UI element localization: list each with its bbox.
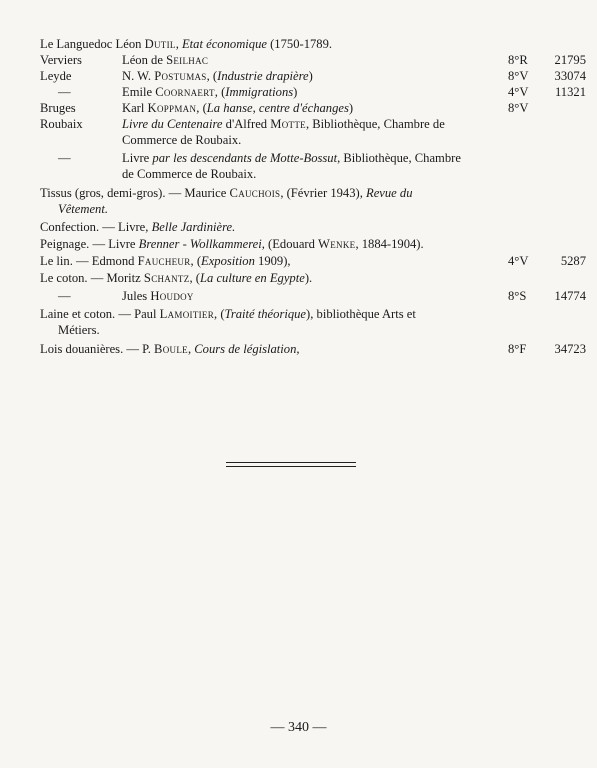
entry-author-first: N. W. — [122, 69, 152, 83]
entry-date: 1909), — [254, 254, 291, 268]
entry-date: (1750-1789. — [266, 37, 333, 51]
entry-bruges: Bruges Karl Koppman, (La hanse, centre d'échanges) 8°V — [40, 100, 546, 116]
entry-roubaix — [40, 116, 546, 132]
entry-shelfmark-number: 5287 — [560, 254, 586, 268]
entry-text: (Edouard — [264, 237, 319, 251]
entry-title: Brenner - Wollkammerei, — [138, 237, 265, 251]
entry-text: , Bibliothèque, Chambre — [337, 151, 461, 165]
entry-author-name: Wenke — [318, 237, 356, 251]
entry-place: Roubaix — [40, 117, 83, 131]
entry-shelfmark-number: 14774 — [554, 289, 586, 303]
entry-author-name: Koppman — [147, 101, 197, 115]
entry-text: Livre — [122, 151, 153, 165]
entry-shelfmark-format: 8°F — [508, 342, 527, 356]
entry-text: d'Alfred — [222, 117, 271, 131]
entry-roubaix-continued: Commerce de Roubaix. — [122, 133, 242, 147]
entry-subject: Laine et coton. — Paul — [40, 307, 157, 321]
entry-title: par les descendants de Motte-Bossut — [152, 151, 338, 165]
entry-title: Etat économique — [181, 37, 267, 51]
entry-lin: Le lin. — Edmond Faucheur, (Exposition 1909), 4°V 5287 — [40, 254, 586, 268]
entry-title: Cours de législation, — [194, 342, 300, 356]
entry-title: Immigrations — [225, 85, 294, 99]
entry-verviers — [40, 52, 586, 68]
entry-motte-bossut — [40, 150, 546, 166]
entry-author-name: Cauchois — [229, 186, 281, 200]
entry-place: Leyde — [40, 69, 72, 83]
entry-subject: Lois douanières. — P. — [40, 342, 151, 356]
entry-place: Bruges — [40, 101, 76, 115]
entry-text: , 1884-1904). — [355, 237, 424, 251]
separator-rule-bottom — [226, 466, 356, 467]
entry-leyde: Leyde N. W. Postumas, (Industrie drapière) 8°V 33074 — [40, 69, 586, 83]
entry-shelfmark-number: 21795 — [554, 53, 586, 67]
entry-title: Traité théorique — [224, 307, 307, 321]
entry-shelfmark-number: 34723 — [554, 342, 586, 356]
entry-laine-coton-continued: Métiers. — [58, 323, 100, 337]
entry-shelfmark-number: 11321 — [554, 85, 586, 99]
entry-separator: , — [187, 342, 195, 356]
entry-title: Livre du Centenaire — [122, 117, 223, 131]
entry-laine-coton: Laine et coton. — Paul Lamoitier, (Traité théorique), bibliothèque Arts et — [40, 307, 416, 321]
entry-punctuation: . — [309, 271, 313, 285]
entry-place: Verviers — [40, 53, 82, 67]
entry-author-name: Coornaert — [155, 85, 215, 99]
entry-languedoc — [40, 36, 546, 52]
entry-text: , Bibliothèque, Chambre de — [305, 117, 445, 131]
entry-title: Revue du — [366, 186, 413, 200]
entry-peignage — [40, 236, 546, 252]
entry-shelfmark-format: 8°R — [508, 53, 528, 67]
entry-ditto-dash: — — [58, 151, 71, 165]
entry-author-name: Lamoitier — [159, 307, 215, 321]
entry-tissus-continued: Vêtement. — [58, 202, 108, 216]
entry-shelfmark-format: 8°V — [508, 69, 529, 83]
entry-text: , bibliothèque Arts et — [310, 307, 416, 321]
entry-separator: , — [175, 37, 182, 51]
entry-author-first: Jules — [122, 289, 148, 303]
entry-subject: Tissus (gros, demi-gros). — Maurice — [40, 186, 227, 200]
entry-coton: Le coton. — Moritz Schantz, (La culture en Egypte). — [40, 271, 313, 285]
entry-title: Industrie drapière — [217, 69, 309, 83]
entry-shelfmark-number: 33074 — [554, 69, 586, 83]
entry-subject: Le coton. — Moritz — [40, 271, 141, 285]
entry-shelfmark-format: 8°V — [508, 101, 529, 115]
entry-shelfmark-format: 8°S — [508, 289, 527, 303]
entry-shelfmark-format: 4°V — [508, 254, 529, 268]
entry-houdoy — [40, 288, 586, 304]
entry-text: , (Février 1943), — [280, 186, 366, 200]
separator-rule-top — [226, 462, 356, 463]
entry-title: La hanse, centre d'échanges — [206, 101, 349, 115]
entry-author-name: Faucheur — [137, 254, 191, 268]
entry-shelfmark-format: 4°V — [508, 85, 529, 99]
entry-author-name: Dutil — [144, 37, 176, 51]
entry-subject: Le lin. — Edmond — [40, 254, 135, 268]
entry-ditto-dash: — — [58, 289, 71, 303]
entry-place: Le Languedoc — [40, 37, 113, 51]
entry-author-name: Houdoy — [150, 289, 194, 303]
entry-title: La culture en Egypte — [200, 271, 305, 285]
entry-author-name: Motte — [270, 117, 306, 131]
entry-subject: Peignage. — Livre — [40, 237, 139, 251]
entry-author-name: Schantz — [143, 271, 190, 285]
entry-author-first: Léon — [115, 37, 142, 51]
entry-author-first: Léon de — [122, 53, 163, 67]
entry-tissus — [40, 185, 546, 201]
entry-ditto-dash: — — [58, 85, 71, 99]
entry-author-name: Postumas — [154, 69, 207, 83]
entry-title: Belle Jardinière. — [151, 220, 236, 234]
entry-confection — [40, 219, 546, 235]
entry-motte-bossut-continued: de Commerce de Roubaix. — [122, 167, 257, 181]
entry-author-name: Seilhac — [166, 53, 209, 67]
entry-title: Exposition — [201, 254, 255, 268]
entry-coornaert: — Emile Coornaert, (Immigrations) 4°V 11321 — [40, 84, 546, 100]
page-number: — 340 — — [270, 720, 327, 735]
entry-author-first: Emile — [122, 85, 153, 99]
entry-author-first: Karl — [122, 101, 145, 115]
entry-lois-douanieres — [40, 341, 586, 357]
entry-author-name: Boule — [154, 342, 188, 356]
entry-subject: Confection. — Livre, — [40, 220, 152, 234]
